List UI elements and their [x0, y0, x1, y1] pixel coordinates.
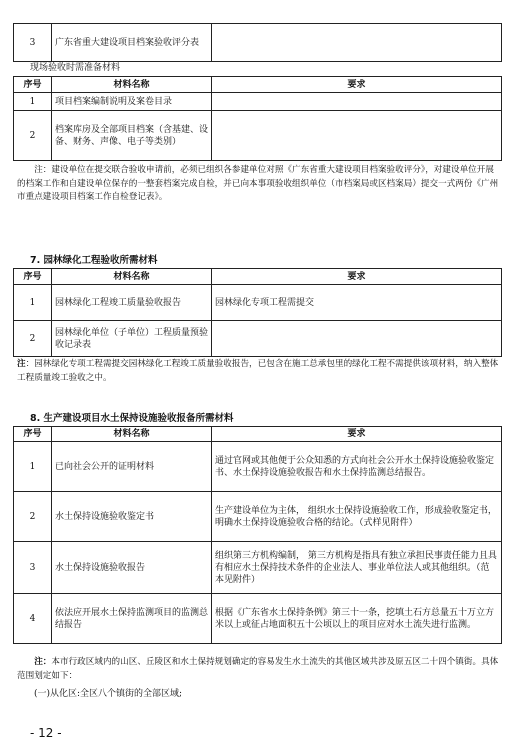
- note-label: 注: [17, 359, 26, 369]
- material-name: 依法应开展水土保持监测项目的监测总结报告: [52, 594, 212, 644]
- requirement: 组织第三方机构编制， 第三方机构是指具有独立承担民事责任能力且具有相应水土保持技术条件的企业法人、事业单位法人或其他组织。（范本见附件）: [212, 542, 502, 594]
- section7-table: [13, 268, 502, 357]
- material-name: 水土保持设施验收报告: [52, 542, 212, 594]
- note-label: 注：: [34, 657, 52, 667]
- material-name: 园林绿化单位（子单位）工程质量预验收记录表: [52, 321, 212, 357]
- note-archive: 注：建设单位在提交联合验收申请前，必须已组织各参建单位对照《广东省重大建设项目档案验收评分》，对建设单位开展的档案工作和自建设单位保存的一整套档案完成自检，并已向本事项验收组织单位（市档案局或区档案局）提交一式两份《广州市重点建设项目档案工作自检登记表》。: [17, 165, 499, 202]
- material-name: 项目档案编制说明及案卷目录: [52, 93, 212, 111]
- row-number: 1: [14, 285, 52, 321]
- section7-note: [17, 358, 501, 385]
- material-name: 档案库房及全部项目档案（含基建、设备、财务、声像、电子等类别）: [52, 111, 212, 161]
- section8-title: 8. 生产建设项目水土保持设施验收报备所需材料: [30, 413, 234, 424]
- requirement: [212, 24, 502, 62]
- material-name: 已向社会公开的证明材料: [52, 442, 212, 492]
- page-number: - 12 -: [30, 726, 62, 740]
- row-number: 2: [14, 321, 52, 357]
- table-row: [14, 111, 502, 161]
- row-number: 1: [14, 93, 52, 111]
- table-row: [14, 24, 502, 62]
- onsite-table: [13, 76, 502, 161]
- header-name: 材料名称: [52, 77, 212, 93]
- row-number: 3: [14, 24, 52, 62]
- table-row: [14, 492, 502, 542]
- row-number: 3: [14, 542, 52, 594]
- header-req: 要求: [212, 77, 502, 93]
- header-req: 要求: [212, 269, 502, 285]
- section8-note: [17, 656, 501, 683]
- table-header-row: [14, 77, 502, 93]
- note-text: ：园林绿化专项工程需提交园林绿化工程竣工质量验收报告，已包含在施工总承包里的绿化工程不需提供该项材料，纳入整体工程质量竣工验收之中。: [17, 359, 499, 383]
- requirement: 通过官网或其他便于公众知悉的方式向社会公开水土保持设施验收鉴定书、水土保持设施验收报告和水土保持监测总结报告。: [212, 442, 502, 492]
- requirement: [212, 321, 502, 357]
- requirement: 根据《广东省水土保持条例》第三十一条，挖填土石方总量五十万立方米以上或征占地面积五十公顷以上的项目应对水土流失进行监测。: [212, 594, 502, 644]
- requirement: 生产建设单位为主体， 组织水土保持设施验收工作，形成验收鉴定书，明确水土保持设施验收合格的结论。（式样见附件）: [212, 492, 502, 542]
- row-number: 2: [14, 111, 52, 161]
- table-row: [14, 442, 502, 492]
- header-req: 要求: [212, 427, 502, 442]
- requirement: 园林绿化专项工程需提交: [212, 285, 502, 321]
- header-name: 材料名称: [52, 269, 212, 285]
- table-row: [14, 285, 502, 321]
- list-item: (一)从化区:全区八个镇街的全部区域;: [34, 689, 183, 699]
- note-text: 本市行政区域内的山区、丘陵区和水土保持规划确定的容易发生水土流失的其他区域共涉及原五区二十四个镇街。具体范围划定如下：: [17, 657, 499, 681]
- header-name: 材料名称: [52, 427, 212, 442]
- header-num: 序号: [14, 269, 52, 285]
- top-table: [13, 23, 502, 62]
- requirement: [212, 111, 502, 161]
- table-row: [14, 93, 502, 111]
- section8-table: [13, 426, 502, 644]
- material-name: 广东省重大建设项目档案验收评分表: [52, 24, 212, 62]
- table-row: [14, 542, 502, 594]
- table-header-row: [14, 427, 502, 442]
- requirement: [212, 93, 502, 111]
- row-number: 1: [14, 442, 52, 492]
- material-name: 水土保持设施验收鉴定书: [52, 492, 212, 542]
- row-number: 4: [14, 594, 52, 644]
- table-row: [14, 594, 502, 644]
- table-header-row: [14, 269, 502, 285]
- header-num: 序号: [14, 77, 52, 93]
- onsite-label: 现场验收时需准备材料: [30, 63, 121, 73]
- material-name: 园林绿化工程竣工质量验收报告: [52, 285, 212, 321]
- header-num: 序号: [14, 427, 52, 442]
- row-number: 2: [14, 492, 52, 542]
- section7-title: 7. 园林绿化工程验收所需材料: [30, 255, 158, 266]
- table-row: [14, 321, 502, 357]
